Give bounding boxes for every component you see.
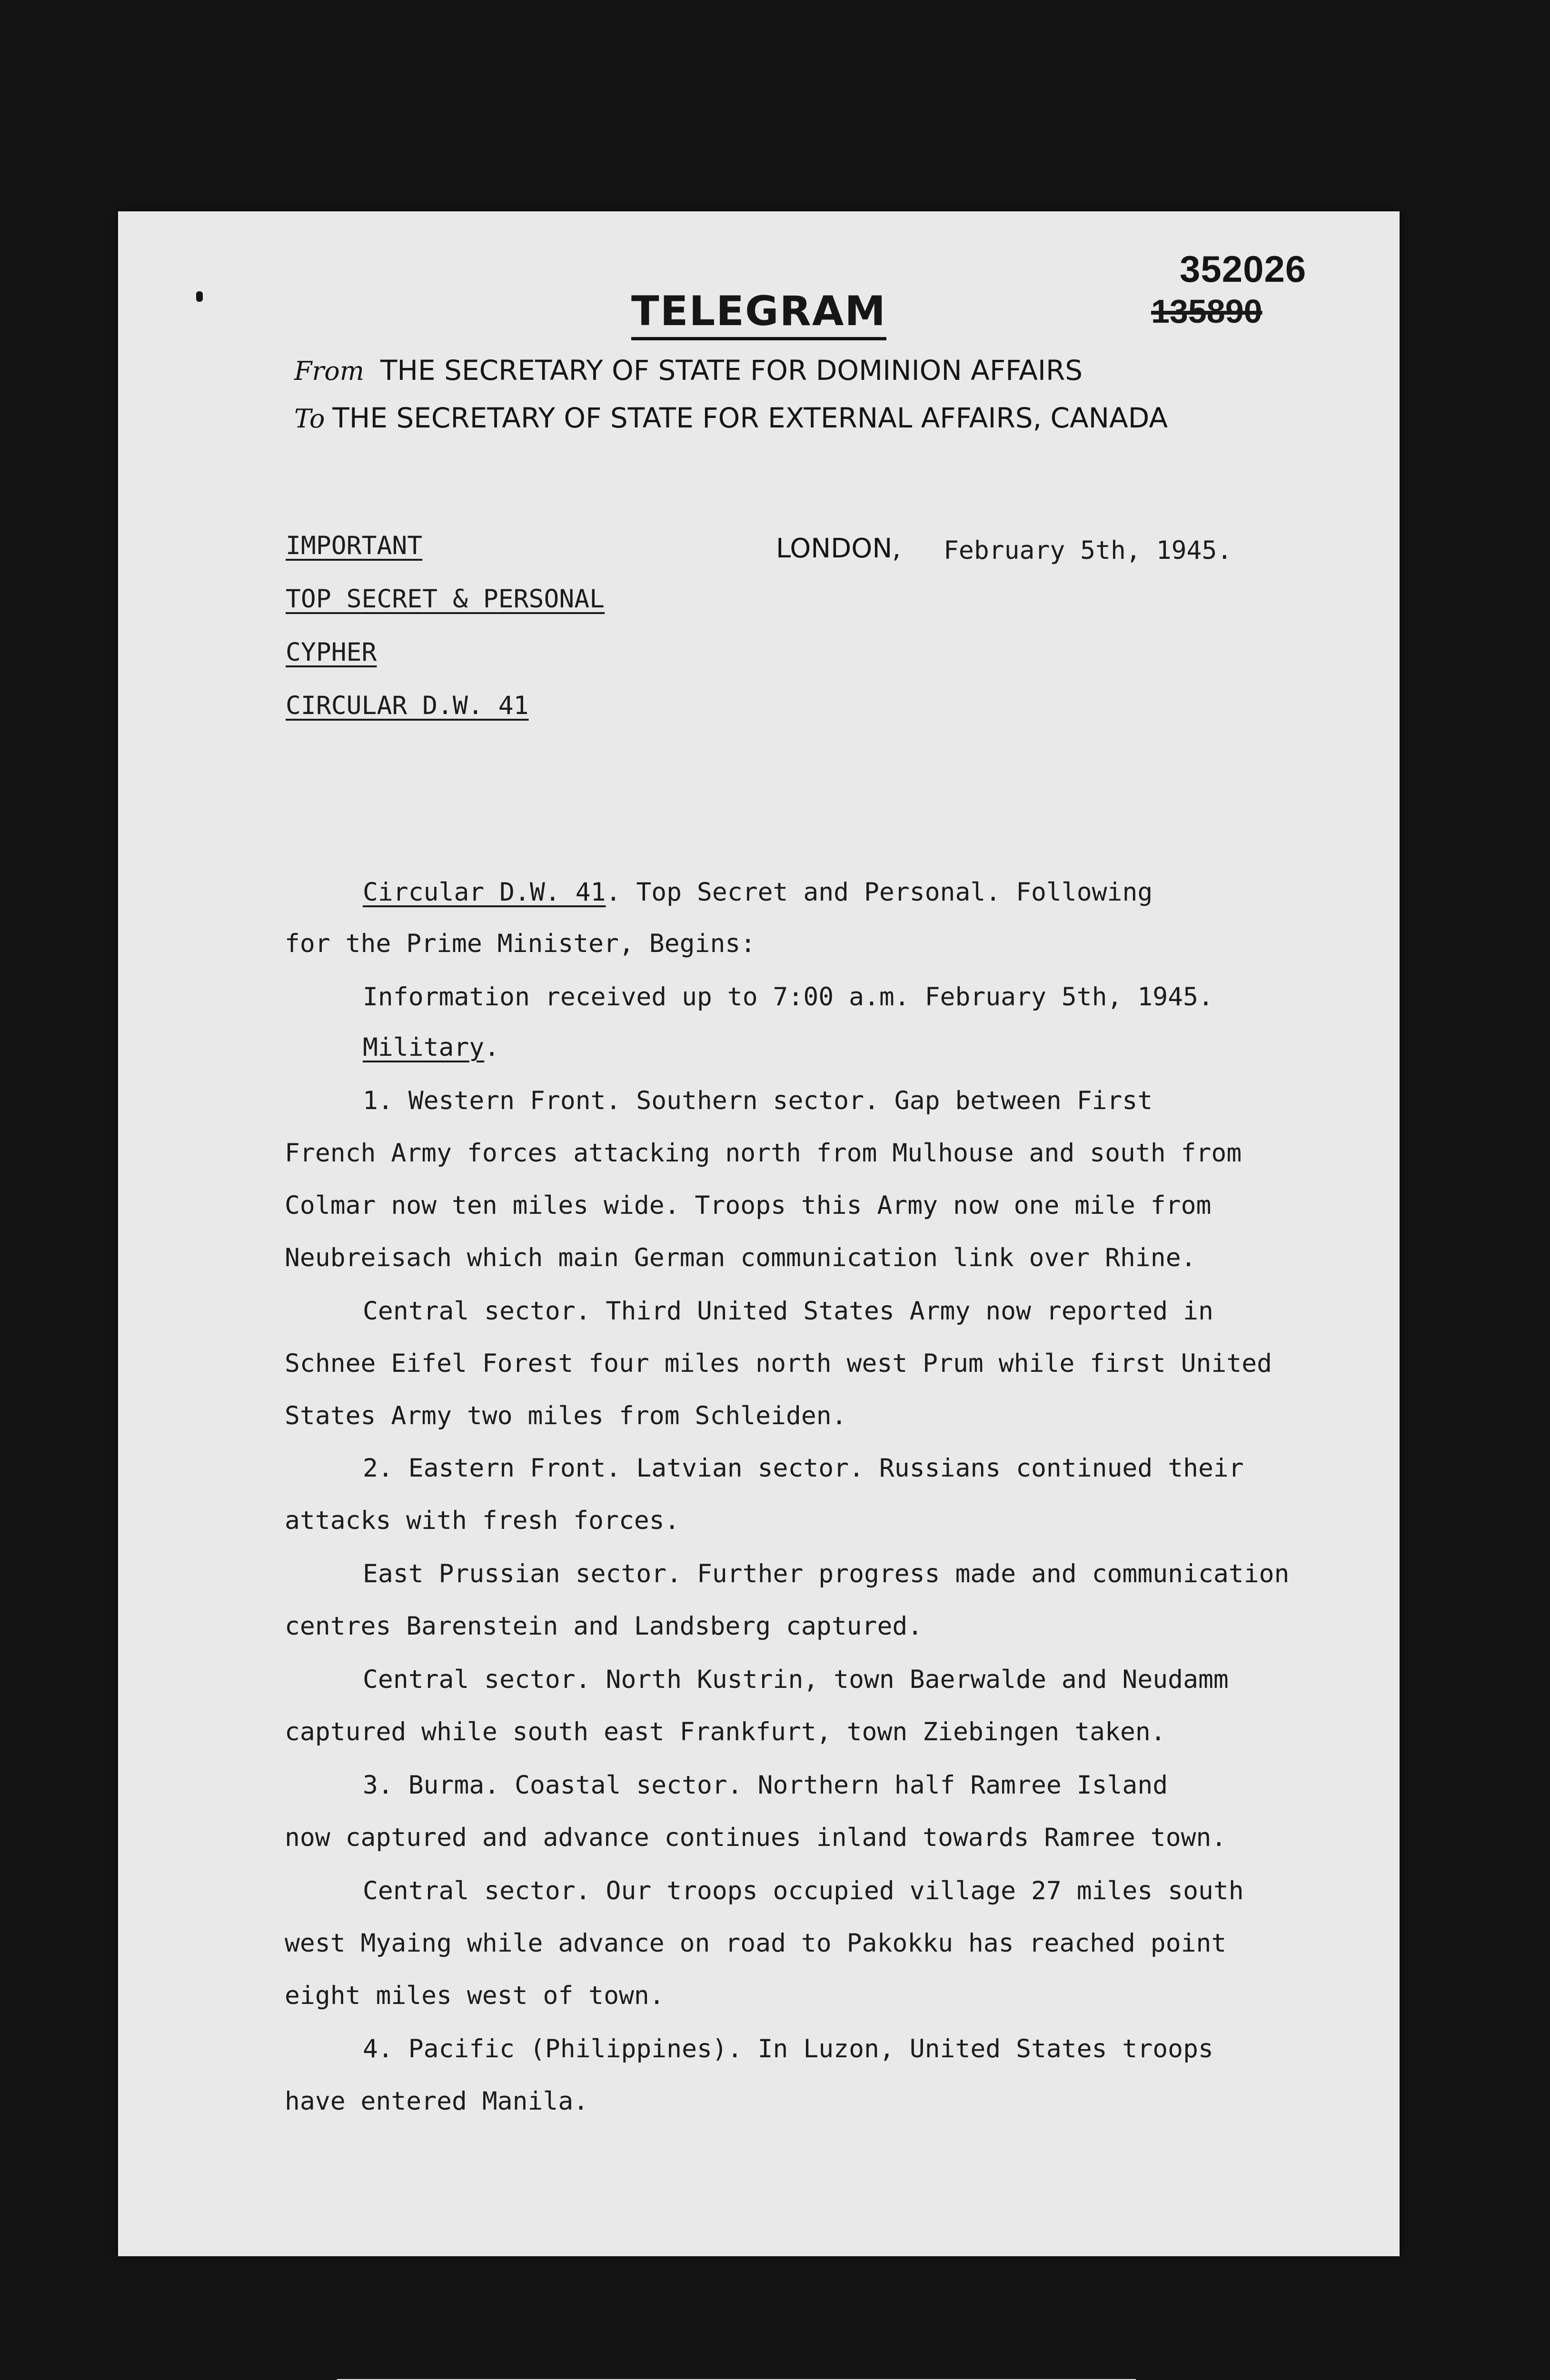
circular-reference: Circular D.W. 41 [363, 878, 606, 907]
punch-mark [196, 291, 203, 302]
body-line-3: Information received up to 7:00 a.m. February 5th, 1945. [363, 982, 1213, 1012]
body-line-9: Central sector. Third United States Army now reported in [363, 1297, 1213, 1326]
body-line-23: 4. Pacific (Philippines). In Luzon, United States troops [363, 2034, 1213, 2063]
body-line-13: attacks with fresh forces. [285, 1506, 680, 1535]
body-line-11: States Army two miles from Schleiden. [285, 1401, 847, 1430]
body-line-4: Military. [363, 1033, 500, 1062]
classification-top-secret: TOP SECRET & PERSONAL [286, 585, 605, 614]
to-label: To [294, 404, 325, 434]
classification-important: IMPORTANT [286, 531, 423, 560]
body-line-17: captured while south east Frankfurt, town Ziebingen taken. [285, 1717, 1166, 1746]
classification-circular: CIRCULAR D.W. 41 [286, 691, 529, 720]
body-line-22: eight miles west of town. [285, 1981, 665, 2010]
body-line-7: Colmar now ten miles wide. Troops this Army now one mile from [285, 1191, 1212, 1220]
from-label: From [294, 356, 364, 386]
body-line-21: west Myaing while advance on road to Pakokku has reached point [285, 1929, 1227, 1958]
body-line-16: Central sector. North Kustrin, town Baerwalde and Neudamm [363, 1665, 1229, 1694]
body-line-8: Neubreisach which main German communication link over Rhine. [285, 1243, 1196, 1272]
body-line-24: have entered Manila. [285, 2087, 589, 2116]
classification-cypher: CYPHER [286, 638, 377, 667]
telegram-title: TELEGRAM [118, 288, 1400, 335]
body-line-10: Schnee Eifel Forest four miles north west Prum while first United [285, 1349, 1272, 1378]
body-line-1: Circular D.W. 41. Top Secret and Personal. Following [363, 878, 1153, 907]
body-line-6: French Army forces attacking north from Mulhouse and south from [285, 1139, 1242, 1168]
struck-serial-number: 135890 [1151, 293, 1262, 330]
military-heading: Military [363, 1033, 485, 1062]
to-line [294, 402, 1168, 434]
telegram-sheet [118, 211, 1400, 2256]
place: LONDON, [776, 533, 901, 564]
body-line-19: now captured and advance continues inland towards Ramree town. [285, 1823, 1227, 1852]
body-line-18: 3. Burma. Coastal sector. Northern half Ramree Island [363, 1771, 1168, 1800]
body-line-12: 2. Eastern Front. Latvian sector. Russians continued their [363, 1454, 1244, 1483]
from-line [294, 354, 1083, 387]
body-line-2: for the Prime Minister, Begins: [285, 929, 756, 958]
body-line-15: centres Barenstein and Landsberg captured. [285, 1612, 923, 1641]
serial-number: 352026 [1180, 248, 1307, 290]
body-line-20: Central sector. Our troops occupied village 27 miles south [363, 1876, 1244, 1905]
body-line-14: East Prussian sector. Further progress made and communication [363, 1559, 1290, 1588]
date: February 5th, 1945. [944, 536, 1232, 565]
from-text: THE SECRETARY OF STATE FOR DOMINION AFFAIRS [380, 354, 1083, 387]
to-text: THE SECRETARY OF STATE FOR EXTERNAL AFFAIRS, CANADA [332, 402, 1168, 434]
body-line-5: 1. Western Front. Southern sector. Gap between First [363, 1086, 1153, 1115]
